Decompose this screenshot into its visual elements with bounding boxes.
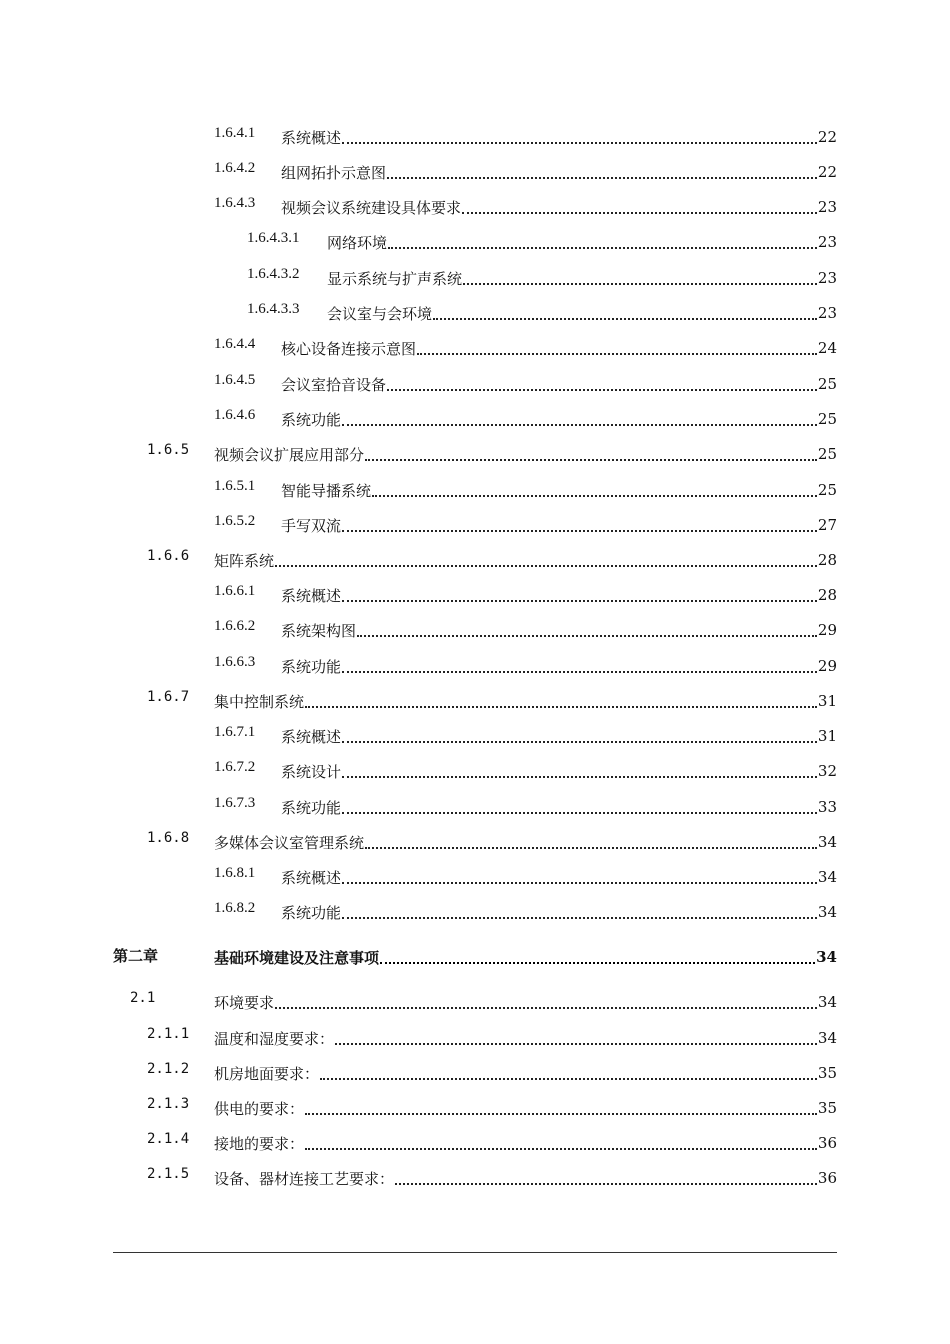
toc-entry-number: 1.6.4.3.3 <box>247 301 300 317</box>
toc-entry-title: 机房地面要求： <box>214 1064 320 1083</box>
toc-entry-number: 1.6.6.2 <box>214 618 256 634</box>
dot-leader <box>342 917 817 919</box>
toc-entry-title: 温度和湿度要求： <box>214 1029 335 1048</box>
toc-entry[interactable] <box>281 795 837 819</box>
toc-entry-number: 1.6.6 <box>147 548 190 564</box>
toc-entry-number: 1.6.4.3.2 <box>247 266 300 282</box>
toc-entry-page-number: 27 <box>817 516 837 534</box>
toc-entry-number: 1.6.5.2 <box>214 513 256 529</box>
toc-entry-number: 2.1.5 <box>147 1166 190 1182</box>
toc-entry-page-number: 22 <box>817 128 837 146</box>
toc-entry-number: 2.1.1 <box>147 1026 190 1042</box>
dot-leader <box>275 565 817 567</box>
toc-entry[interactable] <box>281 759 837 783</box>
dot-leader <box>342 882 817 884</box>
toc-entry-page-number: 25 <box>817 410 837 428</box>
toc-entry[interactable] <box>281 654 837 678</box>
toc-entry-number: 2.1.2 <box>147 1061 190 1077</box>
dot-leader <box>395 1183 817 1185</box>
toc-entry-page-number: 33 <box>817 798 837 816</box>
dot-leader <box>357 635 817 637</box>
toc-entry[interactable] <box>281 618 837 642</box>
toc-entry-page-number: 25 <box>817 445 837 463</box>
toc-entry[interactable] <box>281 583 837 607</box>
toc-entry-page-number: 23 <box>817 233 837 251</box>
toc-entry-title: 系统功能 <box>281 903 342 922</box>
toc-entry-page-number: 23 <box>817 269 837 287</box>
toc-entry-number: 第二章 <box>113 947 159 965</box>
toc-entry-page-number: 23 <box>817 198 837 216</box>
dot-leader <box>463 283 817 285</box>
dot-leader <box>305 1148 817 1150</box>
toc-entry-title: 系统概述 <box>281 727 342 746</box>
toc-entry-number: 1.6.8.2 <box>214 900 256 916</box>
toc-entry-title: 系统功能 <box>281 410 342 429</box>
toc-entry-title: 设备、器材连接工艺要求： <box>214 1169 395 1188</box>
toc-entry-title: 矩阵系统 <box>214 551 275 570</box>
footer-rule <box>113 1252 837 1253</box>
toc-entry[interactable] <box>281 125 837 149</box>
dot-leader <box>342 142 817 144</box>
toc-entry-page-number: 28 <box>817 551 837 569</box>
dot-leader <box>365 459 817 461</box>
toc-entry-title: 系统架构图 <box>281 621 357 640</box>
toc-entry-number: 1.6.7.1 <box>214 724 256 740</box>
toc-entry-title: 供电的要求： <box>214 1099 305 1118</box>
toc-entry[interactable] <box>281 478 837 502</box>
toc-entry-number: 2.1.4 <box>147 1131 190 1147</box>
toc-entry[interactable] <box>281 336 837 360</box>
toc-entry[interactable] <box>214 830 837 854</box>
dot-leader <box>462 212 817 214</box>
toc-entry-page-number: 29 <box>817 657 837 675</box>
toc-entry[interactable] <box>214 945 837 969</box>
toc-entry[interactable] <box>327 266 837 290</box>
toc-entry[interactable] <box>281 865 837 889</box>
toc-entry[interactable] <box>281 724 837 748</box>
toc-entry-title: 显示系统与扩声系统 <box>327 269 463 288</box>
toc-entry[interactable] <box>214 1131 837 1155</box>
toc-entry-number: 1.6.4.2 <box>214 160 256 176</box>
toc-entry[interactable] <box>214 1166 837 1190</box>
dot-leader <box>342 671 817 673</box>
toc-entry-number: 2.1.3 <box>147 1096 190 1112</box>
toc-entry-title: 系统概述 <box>281 128 342 147</box>
toc-entry-number: 1.6.4.4 <box>214 336 256 352</box>
toc-entry-title: 组网拓扑示意图 <box>281 163 387 182</box>
toc-entry-number: 1.6.6.3 <box>214 654 256 670</box>
dot-leader <box>275 1007 817 1009</box>
toc-entry-title: 视频会议系统建设具体要求 <box>281 198 462 217</box>
dot-leader <box>372 495 817 497</box>
toc-entry-number: 2.1 <box>130 990 156 1006</box>
toc-entry-number: 1.6.8.1 <box>214 865 256 881</box>
dot-leader <box>335 1043 817 1045</box>
toc-entry[interactable] <box>281 372 837 396</box>
dot-leader <box>342 741 817 743</box>
toc-entry[interactable] <box>214 1096 837 1120</box>
dot-leader <box>380 962 815 964</box>
toc-entry[interactable] <box>214 990 837 1014</box>
toc-entry-number: 1.6.4.1 <box>214 125 256 141</box>
dot-leader <box>365 847 817 849</box>
toc-entry-page-number: 34 <box>816 948 837 966</box>
dot-leader <box>342 424 817 426</box>
toc-entry-page-number: 35 <box>817 1064 837 1082</box>
toc-entry-title: 会议室与会环境 <box>327 304 433 323</box>
toc-entry-page-number: 34 <box>817 993 837 1011</box>
toc-entry-number: 1.6.4.5 <box>214 372 256 388</box>
toc-entry-number: 1.6.5.1 <box>214 478 256 494</box>
toc-entry[interactable] <box>327 230 837 254</box>
toc-entry-title: 环境要求 <box>214 993 275 1012</box>
dot-leader <box>320 1078 817 1080</box>
toc-entry-title: 智能导播系统 <box>281 481 372 500</box>
toc-entry-page-number: 34 <box>817 868 837 886</box>
toc-entry-number: 1.6.7.3 <box>214 795 256 811</box>
toc-entry-page-number: 35 <box>817 1099 837 1117</box>
toc-entry-page-number: 24 <box>817 339 837 357</box>
toc-entry[interactable] <box>281 407 837 431</box>
toc-entry-page-number: 32 <box>817 762 837 780</box>
toc-entry-title: 集中控制系统 <box>214 692 305 711</box>
toc-entry[interactable] <box>214 689 837 713</box>
toc-entry-title: 手写双流 <box>281 516 342 535</box>
toc-entry-title: 视频会议扩展应用部分 <box>214 445 365 464</box>
dot-leader <box>387 389 817 391</box>
toc-entry-number: 1.6.5 <box>147 442 190 458</box>
toc-entry-page-number: 36 <box>817 1134 837 1152</box>
toc-entry-page-number: 28 <box>817 586 837 604</box>
toc-entry-title: 基础环境建设及注意事项 <box>214 948 380 967</box>
toc-entry[interactable] <box>214 442 837 466</box>
dot-leader <box>433 318 817 320</box>
toc-entry-title: 核心设备连接示意图 <box>281 339 417 358</box>
toc-entry[interactable] <box>214 1026 837 1050</box>
toc-entry-page-number: 25 <box>817 481 837 499</box>
toc-entry[interactable] <box>281 195 837 219</box>
toc-entry-number: 1.6.6.1 <box>214 583 256 599</box>
dot-leader <box>417 353 817 355</box>
toc-entry[interactable] <box>281 513 837 537</box>
dot-leader <box>342 600 817 602</box>
toc-entry-page-number: 29 <box>817 621 837 639</box>
toc-entry[interactable] <box>281 900 837 924</box>
toc-entry-title: 系统功能 <box>281 798 342 817</box>
toc-entry-title: 接地的要求： <box>214 1134 305 1153</box>
dot-leader <box>342 776 817 778</box>
dot-leader <box>388 247 817 249</box>
dot-leader <box>342 812 817 814</box>
toc-entry-number: 1.6.4.6 <box>214 407 256 423</box>
toc-entry-number: 1.6.7 <box>147 689 190 705</box>
toc-entry-number: 1.6.8 <box>147 830 190 846</box>
toc-entry-title: 多媒体会议室管理系统 <box>214 833 365 852</box>
toc-entry[interactable] <box>281 160 837 184</box>
toc-entry-page-number: 23 <box>817 304 837 322</box>
toc-entry-page-number: 31 <box>817 692 837 710</box>
toc-entry-page-number: 31 <box>817 727 837 745</box>
toc-entry-page-number: 22 <box>817 163 837 181</box>
toc-entry-page-number: 34 <box>817 833 837 851</box>
toc-entry[interactable] <box>214 548 837 572</box>
toc-entry-title: 网络环境 <box>327 233 388 252</box>
toc-entry-title: 系统概述 <box>281 868 342 887</box>
toc-entry[interactable] <box>327 301 837 325</box>
toc-entry-number: 1.6.4.3.1 <box>247 230 300 246</box>
dot-leader <box>387 177 817 179</box>
toc-entry-page-number: 34 <box>817 1029 837 1047</box>
dot-leader <box>342 530 817 532</box>
toc-entry-number: 1.6.7.2 <box>214 759 256 775</box>
toc-entry-title: 系统功能 <box>281 657 342 676</box>
toc-entry-number: 1.6.4.3 <box>214 195 256 211</box>
dot-leader <box>305 706 817 708</box>
toc-entry-title: 系统概述 <box>281 586 342 605</box>
toc-entry-page-number: 36 <box>817 1169 837 1187</box>
toc-entry-title: 会议室拾音设备 <box>281 375 387 394</box>
dot-leader <box>305 1113 817 1115</box>
toc-entry-page-number: 34 <box>817 903 837 921</box>
toc-entry[interactable] <box>214 1061 837 1085</box>
toc-entry-title: 系统设计 <box>281 762 342 781</box>
toc-entry-page-number: 25 <box>817 375 837 393</box>
